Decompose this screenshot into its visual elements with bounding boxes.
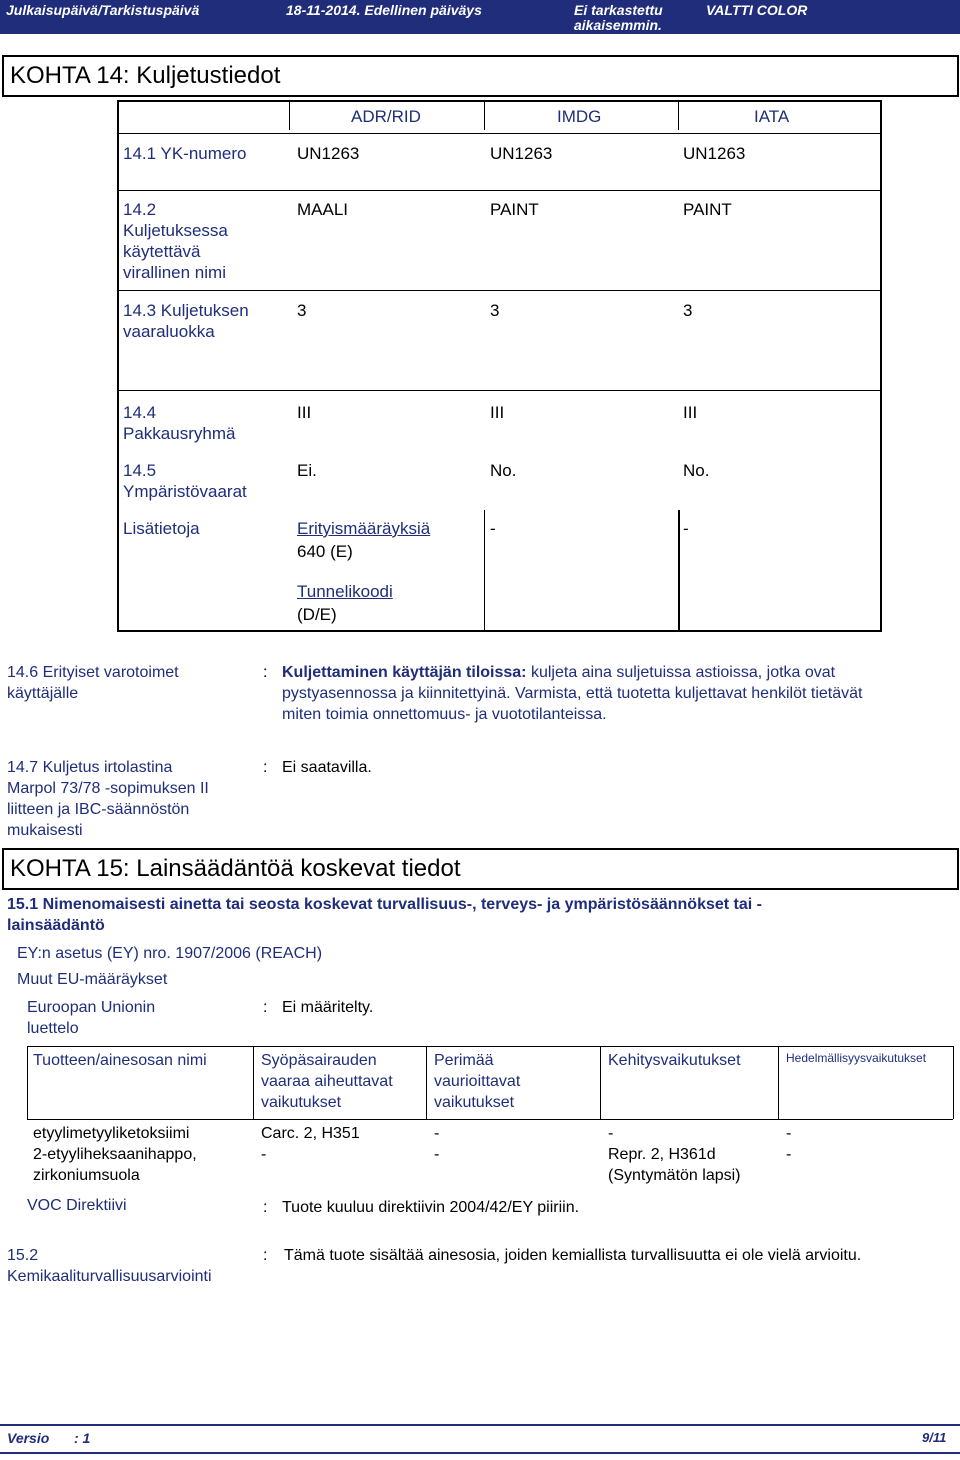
chemical-safety-assessment-value: Tämä tuote sisältää ainesosia, joiden kemiallista turvallisuutta ei ole vielä arvioitu. [284, 1247, 862, 1264]
packing-group-iata: III [683, 403, 698, 422]
env-hazards-iata: No. [683, 461, 710, 480]
un-number-label: 14.1 YK-numero [123, 144, 247, 163]
special-precautions-label: 14.6 Erityiset varotoimet käyttäjälle [7, 664, 179, 702]
eu-list-label: Euroopan Unionin luettelo [27, 999, 156, 1037]
voc-directive-value: Tuote kuuluu direktiivin 2004/42/EY piiriin. [282, 1199, 580, 1216]
voc-directive-label: VOC Direktiivi [27, 1197, 127, 1214]
additional-iata: - [683, 519, 689, 538]
issue-date-label: Julkaisupäivä/Tarkistuspäivä [6, 2, 200, 18]
version-value: : 1 [74, 1430, 91, 1446]
section-15-title: KOHTA 15: Lainsäädäntöä koskevat tiedot [2, 848, 959, 890]
tunnel-code-label: Tunnelikoodi [297, 582, 393, 601]
cmr-row-name: etyylimetyyliketoksiimi 2-etyyliheksaanihappo, zirkoniumsuola [33, 1125, 197, 1184]
cmr-header-carcinogenic: Syöpäsairauden vaaraa aiheuttavat vaikutukset [261, 1052, 393, 1111]
column-iata: IATA [754, 107, 790, 126]
cmr-row-fertility: - - [786, 1125, 792, 1163]
chemical-safety-assessment-label: 15.2 Kemikaaliturvallisuusarviointi [7, 1247, 212, 1285]
cmr-row-carcinogenic: Carc. 2, H351 - [261, 1125, 360, 1163]
shipping-name-adr: MAALI [297, 200, 349, 219]
document-header [0, 0, 960, 34]
column-imdg: IMDG [557, 107, 602, 126]
un-number-adr: UN1263 [297, 144, 360, 163]
additional-imdg: - [490, 519, 496, 538]
issue-date: 18-11-2014. Edellinen päiväys [286, 2, 482, 18]
hazard-class-iata: 3 [683, 301, 693, 320]
eu-list-value: Ei määritelty. [282, 999, 374, 1016]
cmr-header-name: Tuotteen/ainesosan nimi [33, 1052, 207, 1069]
cmr-row-mutagenic: - - [434, 1125, 440, 1163]
hazard-class-imdg: 3 [490, 301, 500, 320]
section-15-1-subtitle: 15.1 Nimenomaisesti ainetta tai seosta koskevat turvallisuus-, terveys- ja ympäristösäännökset tai - lainsäädäntö [7, 896, 762, 934]
special-provisions-label: Erityismääräyksiä [297, 519, 431, 538]
bulk-transport-label: 14.7 Kuljetus irtolastina Marpol 73/78 -sopimuksen II liitteen ja IBC-säännöstön mukaisesti [7, 759, 209, 839]
env-hazards-imdg: No. [490, 461, 517, 480]
special-precautions-text: Kuljettaminen käyttäjän tiloissa: kuljeta aina suljetuissa astioissa, jotka ovat pystyasennossa ja kiinnitettyinä. Varmista, että tuotetta kuljettavat henkilöt tietävät miten toimia onnettomuus- ja vuototilanteissa. [282, 664, 863, 723]
section-14-title: KOHTA 14: Kuljetustiedot [2, 55, 959, 97]
column-adr-rid: ADR/RID [351, 107, 421, 126]
eu-list-colon: : [263, 999, 268, 1016]
bulk-transport-value: Ei saatavilla. [282, 759, 372, 776]
reach-regulation: EY:n asetus (EY) nro. 1907/2006 (REACH) [17, 945, 323, 962]
tunnel-code-value: (D/E) [297, 605, 337, 624]
cmr-header-fertility: Hedelmällisyysvaikutukset [786, 1051, 927, 1065]
shipping-name-label: 14.2 Kuljetuksessa käytettävä virallinen nimi [123, 200, 228, 282]
revised-status-line2: aikaisemmin. [574, 17, 662, 33]
packing-group-label: 14.4 Pakkausryhmä [123, 403, 236, 443]
cmr-header-developmental: Kehitysvaikutukset [608, 1052, 741, 1069]
version-label: Versio [7, 1430, 50, 1446]
bulk-transport-colon: : [263, 759, 268, 776]
hazard-class-adr: 3 [297, 301, 307, 320]
special-precautions-colon: : [263, 664, 268, 681]
env-hazards-label: 14.5 Ympäristövaarat [123, 461, 247, 501]
shipping-name-imdg: PAINT [490, 200, 539, 219]
voc-directive-colon: : [263, 1199, 268, 1216]
special-provisions-value: 640 (E) [297, 542, 353, 561]
packing-group-adr: III [297, 403, 312, 422]
document-footer [0, 1424, 960, 1454]
shipping-name-iata: PAINT [683, 200, 732, 219]
additional-info-label: Lisätietoja [123, 519, 200, 538]
company-name: VALTTI COLOR [706, 2, 808, 18]
revised-status-line1: Ei tarkastettu [574, 2, 663, 18]
hazard-class-label: 14.3 Kuljetuksen vaaraluokka [123, 301, 249, 341]
other-eu-regulations: Muut EU-määräykset [17, 971, 168, 988]
page-number: 9/11 [922, 1430, 947, 1445]
un-number-iata: UN1263 [683, 144, 746, 163]
cmr-row-developmental: - Repr. 2, H361d (Syntymätön lapsi) [608, 1125, 741, 1184]
chemical-safety-assessment-colon: : [263, 1247, 268, 1264]
un-number-imdg: UN1263 [490, 144, 553, 163]
transport-table [117, 100, 882, 632]
cmr-header-mutagenic: Perimää vaurioittavat vaikutukset [434, 1052, 521, 1111]
env-hazards-adr: Ei. [297, 461, 317, 480]
packing-group-imdg: III [490, 403, 505, 422]
